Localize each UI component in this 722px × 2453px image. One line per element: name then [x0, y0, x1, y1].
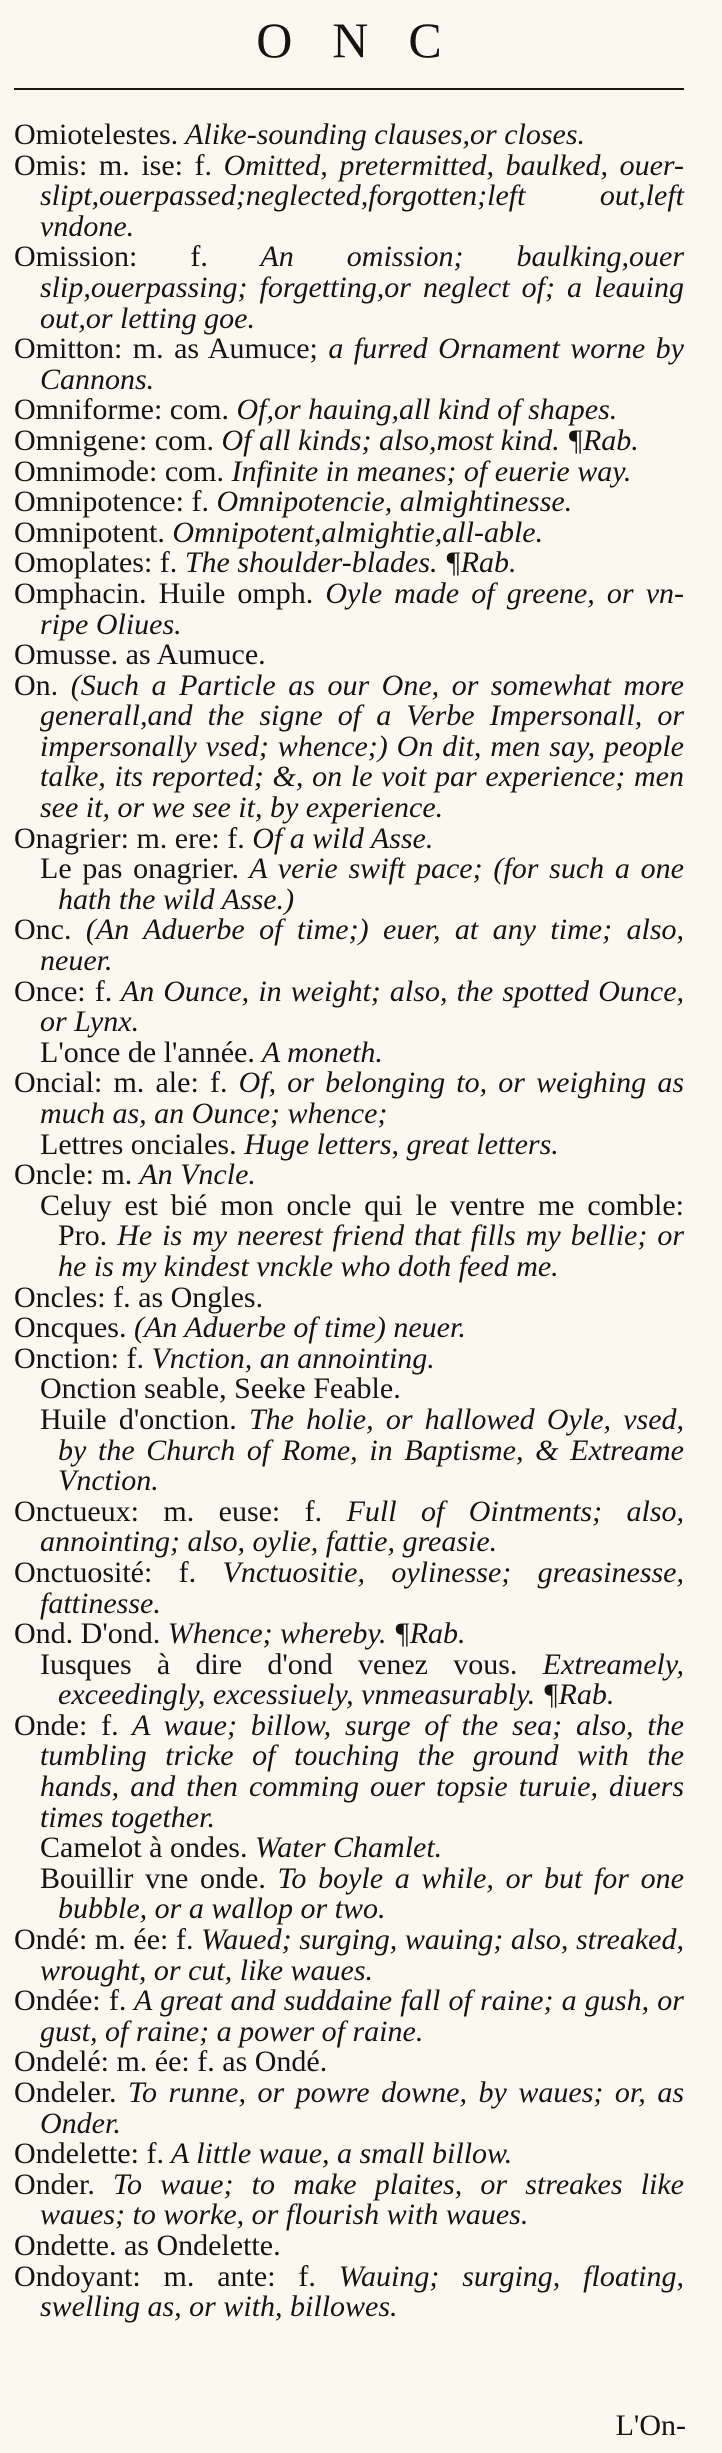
- dictionary-entry: [14, 668, 684, 825]
- headword: Omusse. as Aumuce.: [14, 638, 266, 672]
- headword: Onde: f.: [14, 1708, 119, 1742]
- gloss: Vnction, an annointing.: [143, 1341, 435, 1375]
- sub-entry: [14, 854, 684, 915]
- header-rule: [14, 88, 684, 90]
- gloss: Of all kinds; also,most kind. ¶Rab.: [213, 423, 639, 457]
- dictionary-entry: [14, 1619, 684, 1650]
- dictionary-entry: [14, 1341, 684, 1375]
- gloss: Omitted, pretermitted, baulked, ouer-slipt,ouerpassed;neglected,forgotten;left out,left vndone.: [40, 148, 684, 243]
- dictionary-entry: [14, 1313, 684, 1344]
- dictionary-entry: [14, 640, 684, 671]
- gloss: An Vncle.: [132, 1158, 256, 1192]
- dictionary-entry: [14, 821, 684, 855]
- gloss: Whence; whereby. ¶Rab.: [160, 1617, 466, 1651]
- headword: Omnipotence: f.: [14, 485, 209, 519]
- headword: Onctuosité: f.: [14, 1555, 197, 1589]
- headword: Ondelé: m. ée: f. as Ondé.: [14, 2045, 328, 2079]
- gloss: The holie, or hallowed Oyle, vsed, by the Church of Rome, in Baptisme, & Extreame Vnction.: [58, 1402, 685, 1498]
- headword: Huile d'onction.: [40, 1402, 237, 1436]
- running-head: ONC: [256, 12, 482, 68]
- dictionary-entry: [14, 1925, 684, 1986]
- headword: Onc.: [14, 913, 72, 947]
- dictionary-entry: [14, 548, 684, 579]
- sub-entry: [14, 1188, 684, 1283]
- headword: Onagrier: m. ere: f.: [14, 821, 245, 855]
- dictionary-entry: [14, 487, 684, 518]
- gloss: A verie swift pace; (for such a one hath the wild Asse.): [58, 852, 684, 916]
- headword: Omnigene: com.: [14, 423, 214, 457]
- gloss: Omnipotent,almightie,all-able.: [164, 515, 544, 549]
- dictionary-entry: [14, 242, 684, 334]
- headword: Le pas onagrier.: [40, 852, 239, 886]
- dictionary-entry: [14, 1160, 684, 1191]
- gloss: The shoulder-blades. ¶Rab.: [177, 546, 517, 580]
- headword: Ondé: m. ée: f.: [14, 1923, 194, 1957]
- headword: Omnimode: com.: [14, 454, 224, 488]
- dictionary-page: [0, 8, 722, 2453]
- gloss: Alike-sounding clauses,or closes.: [178, 118, 586, 151]
- headword: Oncle: m.: [14, 1158, 133, 1192]
- headword: Onctueux: m. euse: f.: [14, 1494, 323, 1528]
- sub-entry: [14, 1402, 685, 1498]
- headword: Onder.: [14, 2167, 95, 2201]
- gloss: Infinite in meanes; of euerie way.: [223, 454, 632, 488]
- headword: Omnipotent.: [14, 515, 165, 549]
- headword: Ond. D'ond.: [14, 1617, 161, 1651]
- headword: Ondée: f.: [14, 1984, 127, 2018]
- headword: Ondette. as Ondelette.: [14, 2228, 281, 2262]
- headword: Celuy est bié mon oncle qui le ventre me comble: Pro.: [40, 1188, 684, 1253]
- gloss: An omission; baulking,ouer slip,ouerpassing; forgetting,or neglect of; a leauing out,or letting goe.: [40, 240, 684, 335]
- dictionary-entry: [14, 2167, 684, 2232]
- headword: Lettres onciales.: [40, 1127, 237, 1161]
- headword: Onction: f.: [14, 1341, 144, 1375]
- gloss: A great and suddaine fall of raine; a gush, or gust, of raine; a power of raine.: [40, 1984, 684, 2048]
- headword: Omission: f.: [14, 240, 208, 274]
- gloss: Of, or belonging to, or weighing as much as, an Ounce; whence;: [40, 1066, 684, 1130]
- gloss: (Such a Particle as our One, or somewhat more generall,and the signe of a Verbe Impersonall, or impersonally vsed; whence;) On dit, men say, people talke, its reported; &, on le voit par experience; men see it, or we see it, by experience.: [40, 668, 684, 825]
- gloss: Wauing; surging, floating, swelling as, or with, billowes.: [40, 2259, 684, 2324]
- gloss: Of,or hauing,all kind of shapes.: [228, 393, 618, 427]
- headword: Ondoyant: m. ante: f.: [14, 2259, 316, 2293]
- dictionary-entry: [14, 2139, 684, 2170]
- catchword: L'On-: [615, 2409, 686, 2442]
- gloss: He is my neerest friend that fills my bellie; or he is my kindest vnckle who doth feed me.: [58, 1219, 684, 1283]
- headword: Oncques.: [14, 1311, 127, 1345]
- headword: Iusques à dire d'ond venez vous.: [40, 1647, 518, 1681]
- gloss: A little waue, a small billow.: [163, 2137, 513, 2171]
- gloss: To waue; to make plaites, or streakes like waues; to worke, or flourish with waues.: [40, 2167, 684, 2232]
- gloss: (An Aduerbe of time) neuer.: [126, 1311, 466, 1345]
- gloss: Oyle made of greene, or vn-ripe Oliues.: [40, 576, 685, 641]
- dictionary-entry: [14, 2228, 684, 2262]
- headword: Ondelette: f.: [14, 2137, 164, 2171]
- headword: Oncles: f. as Ongles.: [14, 1280, 264, 1314]
- gloss: An Ounce, in weight; also, the spotted Ounce, or Lynx.: [40, 974, 685, 1039]
- gloss: Water Chamlet.: [247, 1831, 443, 1865]
- dictionary-entry: [14, 974, 685, 1039]
- gloss: Omnipotencie, almightinesse.: [208, 485, 573, 519]
- headword: Camelot à ondes.: [40, 1831, 248, 1865]
- dictionary-entry: [14, 915, 684, 976]
- dictionary-entry: [14, 2078, 684, 2139]
- gloss: Huge letters, great letters.: [236, 1127, 559, 1161]
- headword: On.: [14, 668, 59, 702]
- sub-entry: [14, 1833, 684, 1864]
- dictionary-entry: [14, 395, 684, 426]
- headword: Bouillir vne onde.: [40, 1861, 266, 1895]
- dictionary-entry: [14, 423, 684, 457]
- headword: L'once de l'année.: [40, 1035, 255, 1069]
- headword: Oncial: m. ale: f.: [14, 1066, 228, 1100]
- headword: Ondeler.: [14, 2076, 117, 2109]
- entry-list: [14, 120, 684, 2323]
- dictionary-entry: [14, 2047, 684, 2078]
- dictionary-entry: [14, 1280, 684, 1314]
- gloss: To runne, or powre downe, by waues; or, as Onder.: [40, 2076, 684, 2140]
- headword: Omiotelestes.: [14, 118, 179, 151]
- gloss: (An Aduerbe of time;) euer, at any time; also, neuer.: [40, 913, 684, 978]
- dictionary-entry: [14, 576, 685, 641]
- headword: Omphacin. Huile omph.: [14, 576, 314, 610]
- dictionary-entry: [14, 515, 684, 549]
- dictionary-entry: [14, 454, 684, 488]
- dictionary-entry: [14, 1494, 685, 1559]
- sub-entry: [14, 1374, 684, 1405]
- dictionary-entry: [14, 334, 684, 395]
- dictionary-entry: [14, 2259, 684, 2324]
- sub-entry: [14, 1127, 684, 1161]
- dictionary-entry: [14, 1068, 684, 1129]
- gloss: Extreamely, exceedingly, excessiuely, vnmeasurably. ¶Rab.: [58, 1647, 685, 1712]
- gloss: A waue; billow, surge of the sea; also, the tumbling tricke of touching the ground with the hands, and then comming ouer topsie turuie, diuers times together.: [40, 1708, 684, 1834]
- headword: Onction seable, Seeke Feable.: [40, 1372, 401, 1406]
- sub-entry: [14, 1035, 684, 1069]
- headword: Omis: m. ise: f.: [14, 148, 213, 182]
- dictionary-entry: [14, 1708, 684, 1834]
- gloss: Waued; surging, wauing; also, streaked, wrought, or cut, like waues.: [40, 1923, 684, 1987]
- headword: Omniforme: com.: [14, 393, 229, 427]
- dictionary-entry: [14, 148, 684, 243]
- sub-entry: [14, 1861, 684, 1926]
- dictionary-entry: [14, 1986, 684, 2047]
- sub-entry: [14, 1647, 685, 1712]
- headword: Omoplates: f.: [14, 546, 178, 580]
- headword: Omitton: m. as Aumuce;: [14, 332, 318, 366]
- headword: Once: f.: [14, 974, 113, 1008]
- dictionary-entry: [14, 1555, 684, 1620]
- gloss: To boyle a while, or but for one bubble, or a wallop or two.: [58, 1861, 684, 1926]
- gloss: Of a wild Asse.: [244, 821, 434, 855]
- gloss: Vnctuositie, oylinesse; greasinesse, fattinesse.: [40, 1555, 684, 1620]
- gloss: a furred Ornament worne by Cannons.: [40, 332, 685, 396]
- gloss: Full of Ointments; also, annointing; also, oylie, fattie, greasie.: [40, 1494, 685, 1559]
- dictionary-entry: [14, 120, 684, 151]
- gloss: A moneth.: [254, 1035, 383, 1069]
